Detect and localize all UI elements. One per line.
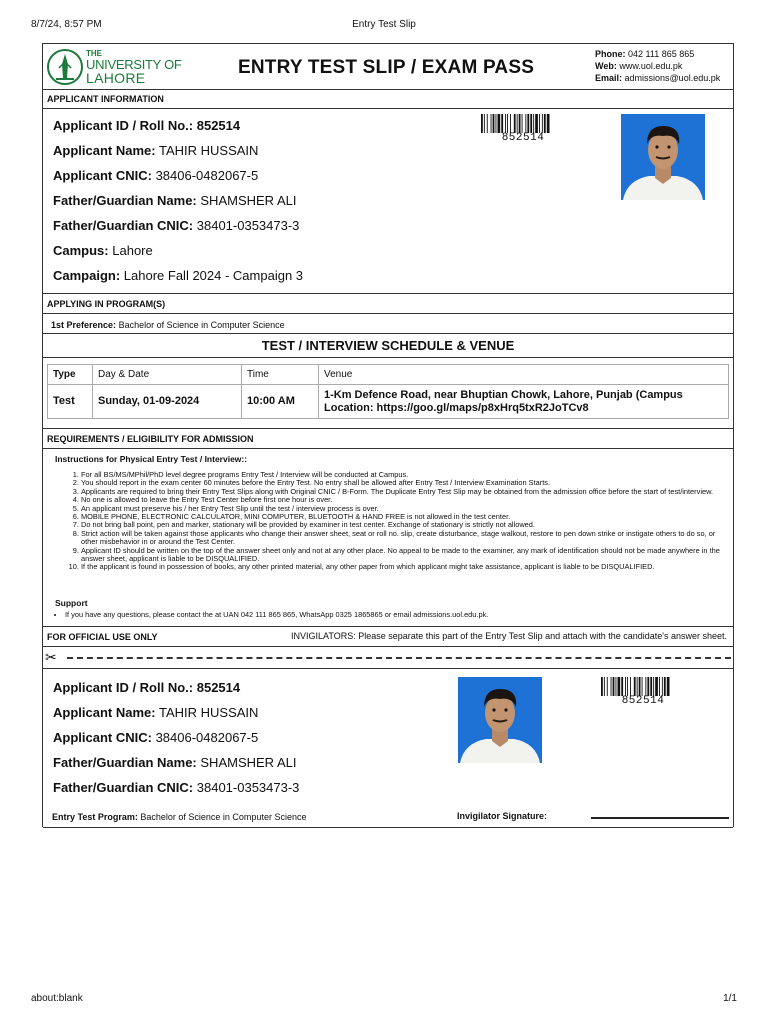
field-label: Applicant CNIC: — [53, 168, 152, 183]
program-heading: APPLYING IN PROGRAM(S) — [43, 293, 733, 314]
barcode-bar — [493, 114, 495, 133]
barcode-bar — [650, 677, 652, 696]
barcode-bar — [664, 677, 666, 696]
email-address: admissions@uol.edu.pk — [624, 73, 721, 83]
barcode-bar — [539, 114, 540, 133]
field-row — [53, 218, 299, 233]
barcode-bar — [613, 677, 615, 696]
field-label: Father/Guardian CNIC: — [53, 218, 194, 233]
barcode-bar — [655, 677, 658, 696]
field-value: SHAMSHER ALI — [200, 755, 297, 770]
barcode-bar — [639, 677, 641, 696]
barcode-bar — [604, 677, 605, 696]
field-row — [53, 168, 258, 183]
field-row — [53, 118, 240, 133]
cell-day-date: Sunday, 01-09-2024 — [93, 385, 242, 419]
field-label: Applicant ID / Roll No.: — [53, 118, 194, 133]
signature-line — [591, 817, 729, 819]
field-value: 38406-0482067-5 — [155, 168, 259, 183]
col-time: Time — [242, 365, 319, 385]
barcode-bar — [501, 114, 503, 133]
official-use-label: FOR OFFICIAL USE ONLY — [47, 632, 158, 642]
field-value: Lahore — [112, 243, 153, 258]
field-label: Father/Guardian CNIC: — [53, 780, 194, 795]
slip-title: ENTRY TEST SLIP / EXAM PASS — [238, 57, 535, 78]
field-label: Father/Guardian Name: — [53, 755, 197, 770]
barcode-bar — [621, 677, 623, 696]
barcode-bar — [510, 114, 511, 133]
first-preference-value: Bachelor of Science in Computer Science — [118, 320, 285, 330]
barcode-bar — [630, 677, 631, 696]
field-label: Applicant ID / Roll No.: — [53, 680, 194, 695]
website: www.uol.edu.pk — [619, 61, 683, 71]
field-row — [53, 680, 240, 695]
barcode-bar — [505, 114, 506, 133]
print-page-count: 1/1 — [723, 993, 737, 1004]
slip-header — [43, 44, 733, 90]
barcode-bar — [484, 114, 485, 133]
instruction-item: 1. For all BS/MS/MPhil/PhD level degree programs Entry Test / Interview will be conducted at Campus. — [81, 471, 733, 479]
cell-venue: 1-Km Defence Road, near Bhuptian Chowk, Lahore, Punjab (Campus Location: https://goo.gl/maps/p8xHrq5txR2JoTCv8 — [319, 385, 729, 419]
barcode-bar — [642, 677, 643, 696]
applicant-portrait-image — [621, 114, 705, 200]
counterfoil-photo — [458, 677, 542, 763]
entry-test-slip — [42, 43, 734, 827]
instructions-title: Instructions for Physical Entry Test / Interview:: — [55, 454, 248, 464]
university-logo — [46, 48, 186, 88]
barcode-number: 852514 — [501, 132, 545, 144]
barcode-icon — [601, 677, 685, 696]
first-preference: 1st Preference: Bachelor of Science in Computer Science — [51, 320, 285, 330]
instruction-item: 9. Applicant ID should be written on the top of the answer sheet only and not at any other place. No appeal to be made to the examiner, any mark of identification should not be made anywhere in the answer sheet, applicant is liable to be DISQUALIFIED. — [81, 547, 733, 564]
applicant-info-heading: APPLICANT INFORMATION — [43, 90, 733, 109]
field-value: 852514 — [196, 680, 241, 695]
field-label: Applicant Name: — [53, 705, 156, 720]
entry-test-program: Entry Test Program: Bachelor of Science in Computer Science — [52, 812, 307, 822]
barcode-bar — [659, 677, 660, 696]
field-value: TAHIR HUSSAIN — [158, 143, 259, 158]
support-text: • If you have any questions, please contact the at UAN 042 111 865 865, WhatsApp 0325 1865865 or email admissions.uol.edu.pk. — [65, 610, 723, 619]
field-value: 38401-0353473-3 — [196, 780, 300, 795]
barcode-bar — [645, 677, 646, 696]
field-label: Father/Guardian Name: — [53, 193, 197, 208]
barcode-bar — [496, 114, 497, 133]
barcode-bar — [544, 114, 546, 133]
instructions-list — [69, 471, 733, 572]
barcode-bar — [491, 114, 492, 133]
field-row — [53, 268, 303, 283]
barcode-bar — [522, 114, 523, 133]
barcode-bar — [667, 677, 670, 696]
barcode-bar — [647, 677, 649, 696]
cell-time: 10:00 AM — [242, 385, 319, 419]
col-venue: Venue — [319, 365, 729, 385]
entry-test-program-value: Bachelor of Science in Computer Science — [140, 812, 307, 822]
requirements-heading: REQUIREMENTS / ELIGIBILITY FOR ADMISSION — [43, 428, 733, 449]
barcode-upper — [481, 114, 565, 143]
instruction-item: 10. If the applicant is found in possession of books, any other printed material, any other paper from which applicant might take assistance, applicant is liable to be DISQUALIFIED. — [81, 563, 733, 571]
official-use-bar — [43, 626, 733, 647]
barcode-bar — [637, 677, 638, 696]
barcode-bar — [607, 677, 608, 696]
field-label: Campaign: — [53, 268, 121, 283]
schedule-title: TEST / INTERVIEW SCHEDULE & VENUE — [261, 338, 515, 353]
invigilator-signature-label: Invigilator Signature: — [457, 811, 548, 821]
barcode-number: 852514 — [621, 695, 665, 707]
barcode-bar — [487, 114, 488, 133]
instruction-item: 7. Do not bring ball point, pen and marker, stationary will be provided by examiner in test center. Exchange of stationary is strictly not allowed. — [81, 521, 733, 529]
barcode-bar — [625, 677, 626, 696]
barcode-bar — [616, 677, 617, 696]
field-value: Lahore Fall 2024 - Campaign 3 — [123, 268, 304, 283]
university-emblem-icon — [46, 48, 84, 86]
barcode-bar — [653, 677, 654, 696]
instruction-item: 5. An applicant must preserve his / her Entry Test Slip until the test / interview process is over. — [81, 505, 733, 513]
field-row — [53, 705, 258, 720]
support-title: Support — [55, 598, 88, 608]
barcode-bar — [481, 114, 483, 133]
barcode-bar — [634, 677, 636, 696]
field-value: 38406-0482067-5 — [155, 730, 259, 745]
barcode-bar — [547, 114, 550, 133]
support-list — [53, 610, 723, 619]
barcode-bar — [525, 114, 526, 133]
instruction-item: 8. Strict action will be taken against those applicants who change their answer sheet, seat or roll no. slip, create disturbance, stage walkout, restore to pen down strike or instigate others to do so, or other misbehavior in or around the Test Center. — [81, 530, 733, 547]
field-label: Campus: — [53, 243, 109, 258]
instruction-item: 2. You should report in the exam center 60 minutes before the Entry Test. No entry shall be allowed after Entry Test / Interview Examination Starts. — [81, 479, 733, 487]
print-tab-title: Entry Test Slip — [352, 19, 416, 30]
applicant-photo — [621, 114, 705, 200]
barcode-bar — [533, 114, 534, 133]
field-row — [53, 730, 258, 745]
barcode-bar — [601, 677, 603, 696]
barcode-bar — [611, 677, 612, 696]
field-row — [53, 143, 258, 158]
instruction-item: 3. Applicants are required to bring their Entry Test Slips along with Original CNIC / B-Form. The Duplicate Entry Test Slip may be obtained from the admission office before the start of test/interview. — [81, 488, 733, 496]
field-value: 852514 — [196, 118, 241, 133]
barcode-bar — [507, 114, 508, 133]
counterfoil-portrait-image — [458, 677, 542, 763]
field-value: SHAMSHER ALI — [200, 193, 297, 208]
barcode-bar — [514, 114, 516, 133]
instruction-item: 4. No one is allowed to leave the Entry Test Center before first one hour is over. — [81, 496, 733, 504]
invigilator-note: INVIGILATORS: Please separate this part of the Entry Test Slip and attach with the candidate's answer sheet. — [291, 631, 727, 641]
field-label: Applicant CNIC: — [53, 730, 152, 745]
scissors-icon: ✂ — [45, 649, 57, 665]
field-row — [53, 780, 299, 795]
schedule-row — [48, 385, 729, 419]
dashed-cut-line — [67, 657, 731, 659]
field-value: 38401-0353473-3 — [196, 218, 300, 233]
barcode-lower — [601, 677, 685, 706]
barcode-bar — [535, 114, 538, 133]
cell-type: Test — [48, 385, 93, 419]
contact-info: Phone: 042 111 865 865 Web: www.uol.edu.pk Email: admissions@uol.edu.pk — [595, 49, 721, 83]
barcode-bar — [618, 677, 621, 696]
field-value: TAHIR HUSSAIN — [158, 705, 259, 720]
barcode-bar — [662, 677, 663, 696]
print-datetime: 8/7/24, 8:57 PM — [31, 19, 102, 30]
print-url: about:blank — [31, 993, 83, 1004]
instruction-item: 6. MOBILE PHONE, ELECTRONIC CALCULATOR, MINI COMPUTER, BLUETOOTH & HAND FREE is not allowed in the test center. — [81, 513, 733, 521]
barcode-bar — [527, 114, 529, 133]
barcode-icon — [481, 114, 565, 133]
barcode-bar — [530, 114, 532, 133]
col-type: Type — [48, 365, 93, 385]
cut-line — [45, 651, 733, 665]
schedule-table — [47, 364, 729, 419]
logo-wordmark: THE UNIVERSITY OF LAHORE — [86, 49, 182, 86]
barcode-bar — [498, 114, 501, 133]
field-label: Applicant Name: — [53, 143, 156, 158]
phone-number: 042 111 865 865 — [628, 49, 695, 59]
barcode-bar — [519, 114, 521, 133]
barcode-bar — [517, 114, 518, 133]
barcode-bar — [627, 677, 628, 696]
barcode-bar — [542, 114, 543, 133]
schedule-header-row — [48, 365, 729, 385]
field-row — [53, 243, 153, 258]
field-row — [53, 755, 296, 770]
field-row — [53, 193, 296, 208]
col-day-date: Day & Date — [93, 365, 242, 385]
